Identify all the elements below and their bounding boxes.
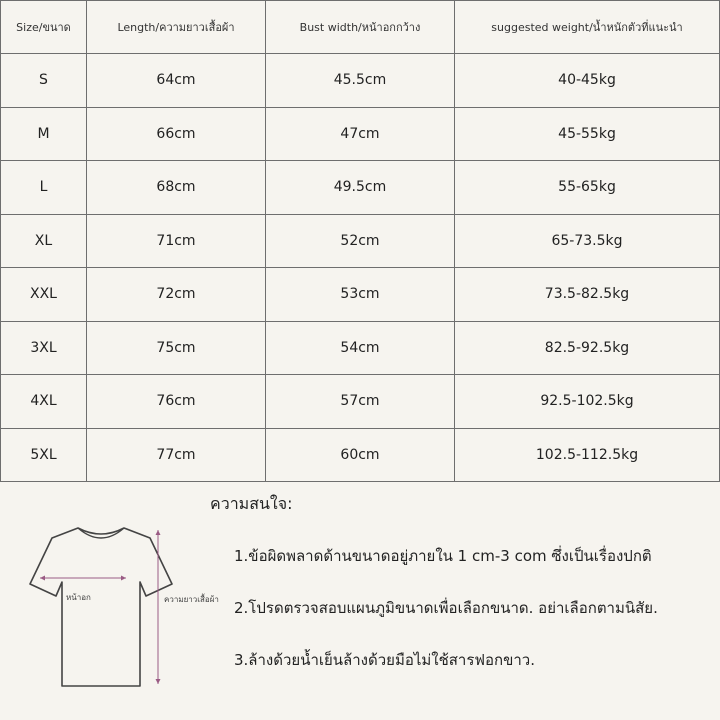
table-row	[1, 54, 720, 108]
cell-length: 64cm	[87, 54, 266, 108]
cell-bust-width: 49.5cm	[266, 161, 455, 215]
header-bust-width: Bust width/หน้าอกกว้าง	[266, 1, 455, 54]
cell-bust-width: 60cm	[266, 428, 455, 482]
table-row	[1, 268, 720, 322]
cell-size: M	[1, 107, 87, 161]
table-row	[1, 161, 720, 215]
cell-bust-width: 57cm	[266, 375, 455, 429]
cell-weight: 65-73.5kg	[455, 214, 720, 268]
cell-length: 66cm	[87, 107, 266, 161]
cell-size: 4XL	[1, 375, 87, 429]
table-row	[1, 428, 720, 482]
table-row	[1, 375, 720, 429]
chest-label: หน้าอก	[66, 593, 91, 602]
table-row	[1, 107, 720, 161]
header-suggested-weight: suggested weight/น้ำหนักตัวที่แนะนำ	[455, 1, 720, 54]
note-item: 3.ล้างด้วยน้ำเย็นล้างด้วยมือไม่ใช้สารฟอกขาว.	[234, 651, 535, 669]
note-item: 1.ข้อผิดพลาดด้านขนาดอยู่ภายใน 1 cm-3 com ซึ่งเป็นเรื่องปกติ	[234, 547, 652, 565]
cell-size: S	[1, 54, 87, 108]
cell-bust-width: 52cm	[266, 214, 455, 268]
cell-weight: 40-45kg	[455, 54, 720, 108]
note-item: 2.โปรดตรวจสอบแผนภูมิขนาดเพื่อเลือกขนาด. อย่าเลือกตามนิสัย.	[234, 599, 658, 617]
cell-size: 5XL	[1, 428, 87, 482]
cell-length: 71cm	[87, 214, 266, 268]
cell-bust-width: 54cm	[266, 321, 455, 375]
cell-length: 68cm	[87, 161, 266, 215]
cell-weight: 92.5-102.5kg	[455, 375, 720, 429]
cell-weight: 82.5-92.5kg	[455, 321, 720, 375]
tshirt-icon	[0, 510, 240, 720]
cell-bust-width: 53cm	[266, 268, 455, 322]
header-length: Length/ความยาวเสื้อผ้า	[87, 1, 266, 54]
cell-weight: 73.5-82.5kg	[455, 268, 720, 322]
cell-bust-width: 47cm	[266, 107, 455, 161]
cell-length: 72cm	[87, 268, 266, 322]
header-size: Size/ขนาด	[1, 1, 87, 54]
cell-size: XXL	[1, 268, 87, 322]
cell-size: L	[1, 161, 87, 215]
cell-length: 77cm	[87, 428, 266, 482]
cell-bust-width: 45.5cm	[266, 54, 455, 108]
cell-size: 3XL	[1, 321, 87, 375]
length-label: ความยาวเสื้อผ้า	[164, 595, 219, 604]
cell-weight: 55-65kg	[455, 161, 720, 215]
table-row	[1, 321, 720, 375]
table-header-row	[1, 1, 720, 54]
notes-title: ความสนใจ:	[210, 494, 293, 513]
cell-weight: 102.5-112.5kg	[455, 428, 720, 482]
cell-length: 76cm	[87, 375, 266, 429]
table-row	[1, 214, 720, 268]
cell-size: XL	[1, 214, 87, 268]
cell-weight: 45-55kg	[455, 107, 720, 161]
cell-length: 75cm	[87, 321, 266, 375]
